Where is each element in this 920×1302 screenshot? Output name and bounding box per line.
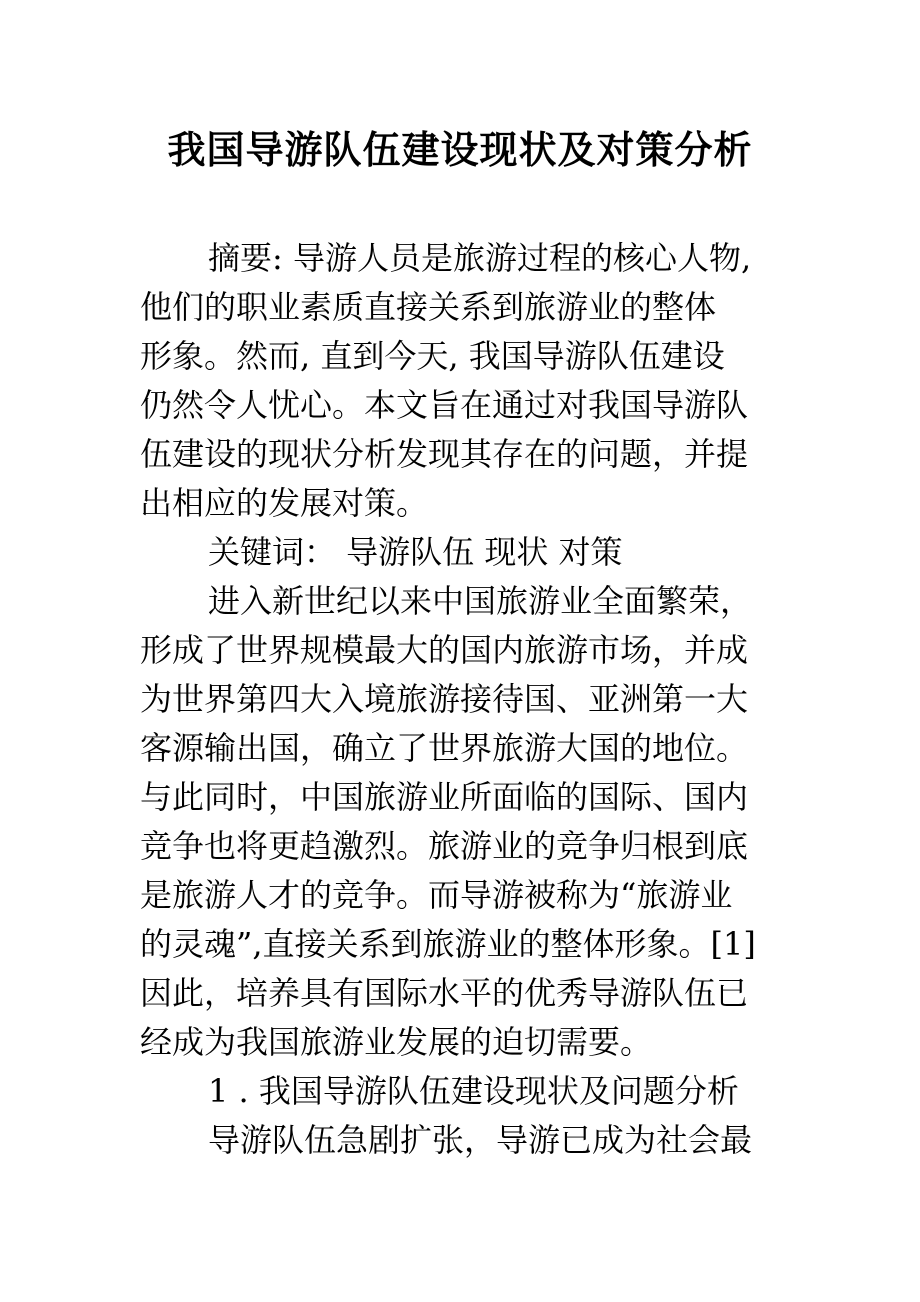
text-line: 仍然令人忧心。本文旨在通过对我国导游队 bbox=[140, 386, 749, 424]
text-line: 是旅游人才的竞争。而导游被称为“旅游业 bbox=[140, 876, 733, 914]
text-line: 摘要: 导游人员是旅游过程的核心人物, bbox=[208, 239, 752, 277]
text-line: 进入新世纪以来中国旅游业全面繁荣， bbox=[208, 582, 753, 620]
text-line: 导游队伍急剧扩张，导游已成为社会最 bbox=[208, 1121, 753, 1159]
text-line: 形成了世界规模最大的国内旅游市场，并成 bbox=[140, 631, 749, 669]
page-title: 我国导游队伍建设现状及对策分析 bbox=[167, 127, 753, 172]
text-line: 的灵魂”,直接关系到旅游业的整体形象。[1] bbox=[140, 925, 756, 963]
text-line: 客源输出国，确立了世界旅游大国的地位。 bbox=[140, 729, 749, 767]
text-line: 1 . 我国导游队伍建设现状及问题分析 bbox=[208, 1072, 739, 1110]
text-line: 经成为我国旅游业发展的迫切需要。 bbox=[140, 1023, 653, 1061]
text-line: 竞争也将更趋激烈。旅游业的竞争归根到底 bbox=[140, 827, 749, 865]
text-line: 出相应的发展对策。 bbox=[140, 484, 429, 522]
text-line: 因此，培养具有国际水平的优秀导游队伍已 bbox=[140, 974, 749, 1012]
document-body bbox=[140, 234, 790, 1165]
text-line: 为世界第四大入境旅游接待国、亚洲第一大 bbox=[140, 680, 749, 718]
text-line: 关键词： 导游队伍 现状 对策 bbox=[208, 533, 623, 571]
text-line: 与此同时，中国旅游业所面临的国际、国内 bbox=[140, 778, 749, 816]
text-line: 形象。然而, 直到今天, 我国导游队伍建设 bbox=[140, 337, 725, 375]
text-line: 他们的职业素质直接关系到旅游业的整体 bbox=[140, 288, 717, 326]
text-line: 伍建设的现状分析发现其存在的问题，并提 bbox=[140, 435, 749, 473]
